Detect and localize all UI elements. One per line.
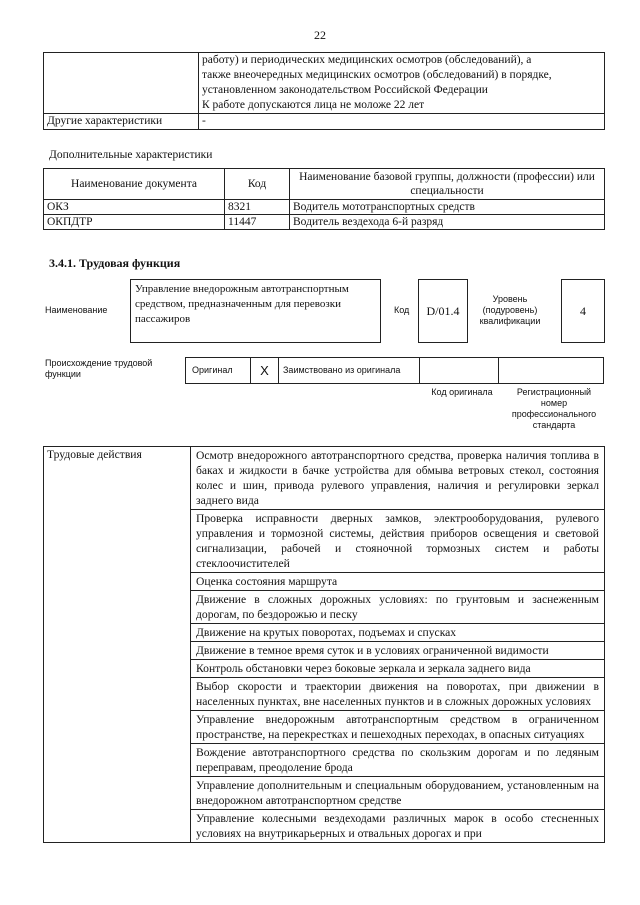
action-text: Оценка состояния маршрута bbox=[196, 575, 338, 588]
code-cell: 8321 bbox=[225, 200, 290, 215]
origin-label: Происхождение трудовой функции bbox=[45, 358, 153, 379]
name-label: Наименование bbox=[45, 305, 108, 315]
code-label: Код bbox=[394, 305, 410, 315]
section-title: 3.4.1. Трудовая функция bbox=[49, 256, 181, 270]
action-text: Движение в темное время суток и в условиях ограниченной видимости bbox=[196, 644, 549, 657]
other-characteristics-value: - bbox=[199, 114, 605, 130]
code-cell: 11447 bbox=[225, 215, 290, 230]
action-item bbox=[191, 624, 605, 642]
action-text: Управление колесными вездеходами различных марок в особо стесненных условиях на внутрикарьерных и отвальных дорогах и при bbox=[196, 812, 599, 840]
reg-number-label: Регистрационный номер профессионального стандарта bbox=[511, 387, 597, 430]
table-row bbox=[44, 447, 605, 510]
function-code-box: D/01.4 bbox=[418, 279, 468, 343]
action-text: Движение на крутых поворотах, подъемах и спусках bbox=[196, 626, 457, 639]
action-text: Выбор скорости и траектории движения на поворотах, при движении в населенных пунктах, вне населенных пунктов и в сложных дорожных условиях bbox=[196, 680, 599, 708]
requirements-label-cell bbox=[44, 53, 199, 114]
action-text: Движение в сложных дорожных условиях: по грунтовым и заснеженным дорогам, по бездорожью и песку bbox=[196, 593, 599, 621]
doc-cell: ОКЗ bbox=[44, 200, 225, 215]
reg-number-cell bbox=[498, 357, 604, 384]
continuation-line: работу) и периодических медицинских осмотров (обследований), а bbox=[202, 54, 532, 66]
action-item bbox=[191, 660, 605, 678]
action-item bbox=[191, 678, 605, 711]
other-characteristics-label: Другие характеристики bbox=[44, 114, 199, 130]
action-item bbox=[191, 510, 605, 573]
action-text: Управление дополнительным и специальным оборудованием, установленным на внедорожном автотранспортном средстве bbox=[196, 779, 599, 807]
continuation-line: установленном законодательством Российской Федерации bbox=[202, 84, 488, 96]
requirements-text-cell bbox=[199, 53, 605, 114]
qualification-level-box: 4 bbox=[561, 279, 605, 343]
qualification-level-label: Уровень (подуровень) квалификации bbox=[479, 294, 541, 326]
action-item bbox=[191, 573, 605, 591]
table-header-row bbox=[44, 169, 605, 200]
name-cell: Водитель мототранспортных средств bbox=[290, 200, 605, 215]
original-code-label: Код оригинала bbox=[431, 387, 493, 397]
header-group-name: Наименование базовой группы, должности (профессии) или специальности bbox=[290, 169, 605, 200]
age-requirement: К работе допускаются лица не моложе 22 лет bbox=[202, 99, 425, 111]
original-code-cell bbox=[419, 357, 499, 384]
additional-characteristics-title: Дополнительные характеристики bbox=[49, 149, 213, 161]
action-text: Вождение автотранспортного средства по скользким дорогам и по ледяным переправам, преодоление брода bbox=[196, 746, 599, 774]
function-name-box: Управление внедорожным автотранспортным средством, предназначенным для перевозки пассажиров bbox=[130, 279, 381, 343]
origin-row bbox=[186, 357, 604, 384]
action-text: Проверка исправности дверных замков, электрооборудования, рулевого управления и тормозной системы, действия приборов освещения и световой сигнализации, рабочей и стояночной тормозных систем и работы стеклоочистителей bbox=[196, 512, 599, 570]
action-text: Осмотр внедорожного автотранспортного средства, проверка наличия топлива в баках и жидкости в бачке устройства для обмыва ветровых стекол, состояния колес и шин, привода рулевого управления, наличия и регулировки зеркал заднего вида bbox=[196, 449, 599, 507]
header-code: Код bbox=[225, 169, 290, 200]
action-item bbox=[191, 777, 605, 810]
additional-characteristics-table bbox=[43, 168, 605, 230]
table-row bbox=[44, 215, 605, 230]
original-cell: Оригинал bbox=[185, 357, 251, 384]
action-item bbox=[191, 591, 605, 624]
labour-actions-table bbox=[43, 446, 605, 843]
header-document: Наименование документа bbox=[44, 169, 225, 200]
doc-cell: ОКПДТР bbox=[44, 215, 225, 230]
page-number: 22 bbox=[314, 28, 326, 42]
table-row bbox=[44, 200, 605, 215]
action-text: Контроль обстановки через боковые зеркала и зеркала заднего вида bbox=[196, 662, 531, 675]
requirements-table bbox=[43, 52, 605, 130]
continuation-line: также внеочередных медицинских осмотров (обследований) в порядке, bbox=[202, 69, 552, 81]
action-item bbox=[191, 642, 605, 660]
action-item bbox=[191, 447, 605, 510]
action-item bbox=[191, 711, 605, 744]
action-item bbox=[191, 810, 605, 843]
actions-label: Трудовые действия bbox=[44, 447, 191, 843]
action-text: Управление внедорожным автотранспортным средством в ограниченном пространстве, на перекрестках и пешеходных переходах, в опасных ситуациях bbox=[196, 713, 599, 741]
action-item bbox=[191, 744, 605, 777]
borrowed-cell: Заимствовано из оригинала bbox=[278, 357, 420, 384]
name-cell: Водитель вездехода 6-й разряд bbox=[290, 215, 605, 230]
original-mark: X bbox=[250, 357, 279, 384]
